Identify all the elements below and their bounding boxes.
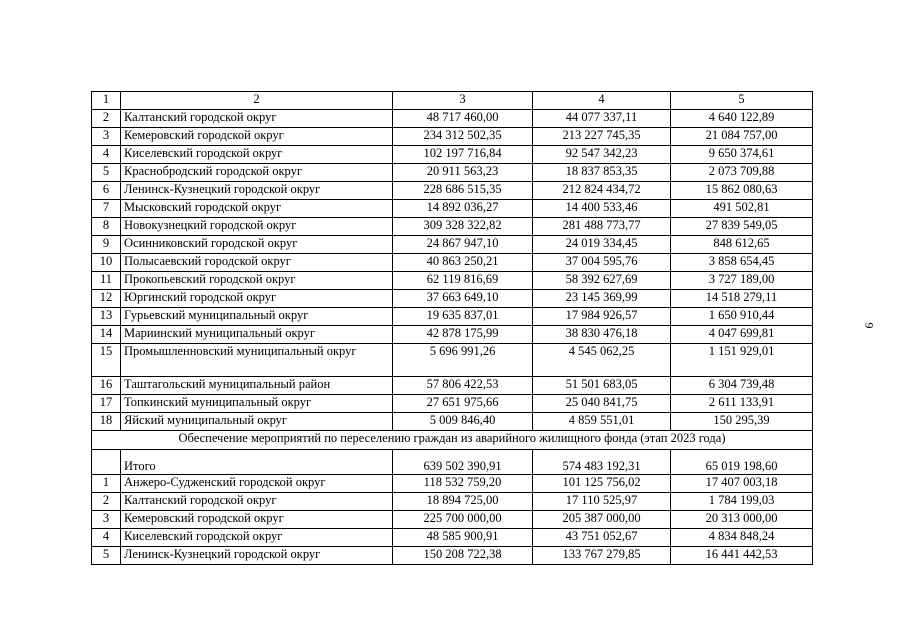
- amount-regional: 1 650 910,44: [671, 308, 813, 326]
- municipality-name: Прокопьевский городской округ: [121, 272, 393, 290]
- municipality-name: Анжеро-Судженский городской округ: [121, 475, 393, 493]
- amount-federal: 38 830 476,18: [533, 326, 671, 344]
- table-row: [92, 547, 813, 565]
- amount-total: 118 532 759,20: [393, 475, 533, 493]
- amount-regional: 21 084 757,00: [671, 128, 813, 146]
- row-number: 3: [92, 128, 121, 146]
- amount-total: 150 208 722,38: [393, 547, 533, 565]
- table-row: [92, 146, 813, 164]
- amount-federal: 4 545 062,25: [533, 344, 671, 377]
- amount-total: 19 635 837,01: [393, 308, 533, 326]
- row-number: 3: [92, 511, 121, 529]
- amount-total: 5 009 846,40: [393, 413, 533, 431]
- municipality-name: Кемеровский городской округ: [121, 128, 393, 146]
- amount-federal: 17 984 926,57: [533, 308, 671, 326]
- table-row: [92, 110, 813, 128]
- table-row: [92, 475, 813, 493]
- amount-total: 18 894 725,00: [393, 493, 533, 511]
- amount-federal: 44 077 337,11: [533, 110, 671, 128]
- municipality-name: Калтанский городской округ: [121, 110, 393, 128]
- amount-total: 42 878 175,99: [393, 326, 533, 344]
- row-number: 9: [92, 236, 121, 254]
- amount-regional: 14 518 279,11: [671, 290, 813, 308]
- column-header-3: 3: [393, 92, 533, 110]
- amount-total: 48 717 460,00: [393, 110, 533, 128]
- amount-total: 48 585 900,91: [393, 529, 533, 547]
- municipality-name: Новокузнецкий городской округ: [121, 218, 393, 236]
- amount-federal: 205 387 000,00: [533, 511, 671, 529]
- amount-regional: 1 151 929,01: [671, 344, 813, 377]
- amount-regional: 20 313 000,00: [671, 511, 813, 529]
- table-row: [92, 254, 813, 272]
- column-header-4: 4: [533, 92, 671, 110]
- column-header-5: 5: [671, 92, 813, 110]
- row-number: 2: [92, 110, 121, 128]
- allocation-table: [91, 91, 813, 565]
- municipality-name: Киселевский городской округ: [121, 529, 393, 547]
- amount-total: 40 863 250,21: [393, 254, 533, 272]
- amount-regional: 17 407 003,18: [671, 475, 813, 493]
- row-number: 5: [92, 164, 121, 182]
- row-number: 12: [92, 290, 121, 308]
- amount-federal: 574 483 192,31: [533, 450, 671, 475]
- amount-federal: 14 400 533,46: [533, 200, 671, 218]
- amount-regional: 2 073 709,88: [671, 164, 813, 182]
- amount-federal: 4 859 551,01: [533, 413, 671, 431]
- table-row: [92, 308, 813, 326]
- amount-total: 102 197 716,84: [393, 146, 533, 164]
- municipality-name: Мысковский городской округ: [121, 200, 393, 218]
- amount-federal: 133 767 279,85: [533, 547, 671, 565]
- table-row: [92, 200, 813, 218]
- amount-total: 37 663 649,10: [393, 290, 533, 308]
- row-number: 8: [92, 218, 121, 236]
- amount-total: 20 911 563,23: [393, 164, 533, 182]
- amount-federal: 212 824 434,72: [533, 182, 671, 200]
- amount-federal: 281 488 773,77: [533, 218, 671, 236]
- table-row: [92, 236, 813, 254]
- section-title: Обеспечение мероприятий по переселению граждан из аварийного жилищного фонда (этап 2023 года): [92, 431, 813, 450]
- table-row: [92, 395, 813, 413]
- table-row: [92, 529, 813, 547]
- amount-regional: 6 304 739,48: [671, 377, 813, 395]
- amount-total: 62 119 816,69: [393, 272, 533, 290]
- amount-total: 309 328 322,82: [393, 218, 533, 236]
- amount-total: 225 700 000,00: [393, 511, 533, 529]
- amount-regional: 491 502,81: [671, 200, 813, 218]
- amount-federal: 37 004 595,76: [533, 254, 671, 272]
- amount-federal: 58 392 627,69: [533, 272, 671, 290]
- amount-total: 639 502 390,91: [393, 450, 533, 475]
- amount-regional: 4 047 699,81: [671, 326, 813, 344]
- municipality-name: Гурьевский муниципальный округ: [121, 308, 393, 326]
- amount-regional: 2 611 133,91: [671, 395, 813, 413]
- row-number: [92, 450, 121, 475]
- row-number: 4: [92, 146, 121, 164]
- municipality-name: Ленинск-Кузнецкий городской округ: [121, 547, 393, 565]
- amount-regional: 9 650 374,61: [671, 146, 813, 164]
- total-row: [92, 450, 813, 475]
- table-row: [92, 511, 813, 529]
- amount-regional: 4 640 122,89: [671, 110, 813, 128]
- amount-total: 14 892 036,27: [393, 200, 533, 218]
- table-row: [92, 493, 813, 511]
- amount-total: 234 312 502,35: [393, 128, 533, 146]
- amount-regional: 1 784 199,03: [671, 493, 813, 511]
- table-row: [92, 344, 813, 377]
- amount-regional: 15 862 080,63: [671, 182, 813, 200]
- row-number: 14: [92, 326, 121, 344]
- municipality-name: Топкинский муниципальный округ: [121, 395, 393, 413]
- municipality-name: Мариинский муниципальный округ: [121, 326, 393, 344]
- row-number: 2: [92, 493, 121, 511]
- amount-federal: 18 837 853,35: [533, 164, 671, 182]
- table-row: [92, 182, 813, 200]
- amount-federal: 17 110 525,97: [533, 493, 671, 511]
- table-row: [92, 377, 813, 395]
- row-number: 16: [92, 377, 121, 395]
- municipality-name: Калтанский городской округ: [121, 493, 393, 511]
- table-row: [92, 164, 813, 182]
- amount-total: 57 806 422,53: [393, 377, 533, 395]
- column-header-1: 1: [92, 92, 121, 110]
- column-header-2: 2: [121, 92, 393, 110]
- municipality-name: Осинниковский городской округ: [121, 236, 393, 254]
- municipality-name: Яйский муниципальный округ: [121, 413, 393, 431]
- table-row: [92, 128, 813, 146]
- row-number: 11: [92, 272, 121, 290]
- row-number: 4: [92, 529, 121, 547]
- amount-total: 5 696 991,26: [393, 344, 533, 377]
- amount-regional: 16 441 442,53: [671, 547, 813, 565]
- amount-federal: 92 547 342,23: [533, 146, 671, 164]
- page-number: 9: [862, 322, 877, 329]
- municipality-name: Кемеровский городской округ: [121, 511, 393, 529]
- amount-federal: 213 227 745,35: [533, 128, 671, 146]
- amount-federal: 51 501 683,05: [533, 377, 671, 395]
- amount-total: 228 686 515,35: [393, 182, 533, 200]
- municipality-name: Юргинский городской округ: [121, 290, 393, 308]
- amount-regional: 848 612,65: [671, 236, 813, 254]
- municipality-name: Краснобродский городской округ: [121, 164, 393, 182]
- amount-regional: 150 295,39: [671, 413, 813, 431]
- municipality-name: Киселевский городской округ: [121, 146, 393, 164]
- row-number: 7: [92, 200, 121, 218]
- table-row: [92, 290, 813, 308]
- municipality-name: Таштагольский муниципальный район: [121, 377, 393, 395]
- row-number: 18: [92, 413, 121, 431]
- row-number: 13: [92, 308, 121, 326]
- row-number: 10: [92, 254, 121, 272]
- amount-regional: 4 834 848,24: [671, 529, 813, 547]
- municipality-name: Промышленновский муниципальный округ: [121, 344, 393, 377]
- row-number: 17: [92, 395, 121, 413]
- amount-regional: 65 019 198,60: [671, 450, 813, 475]
- amount-regional: 27 839 549,05: [671, 218, 813, 236]
- amount-federal: 23 145 369,99: [533, 290, 671, 308]
- municipality-name: Полысаевский городской округ: [121, 254, 393, 272]
- amount-federal: 25 040 841,75: [533, 395, 671, 413]
- amount-total: 27 651 975,66: [393, 395, 533, 413]
- table-row: [92, 218, 813, 236]
- amount-federal: 24 019 334,45: [533, 236, 671, 254]
- column-number-row: [92, 92, 813, 110]
- amount-regional: 3 727 189,00: [671, 272, 813, 290]
- municipality-name: Ленинск-Кузнецкий городской округ: [121, 182, 393, 200]
- amount-federal: 43 751 052,67: [533, 529, 671, 547]
- table-row: [92, 272, 813, 290]
- row-number: 6: [92, 182, 121, 200]
- amount-total: 24 867 947,10: [393, 236, 533, 254]
- row-number: 1: [92, 475, 121, 493]
- section-row: [92, 431, 813, 450]
- row-number: 5: [92, 547, 121, 565]
- amount-regional: 3 858 654,45: [671, 254, 813, 272]
- row-number: 15: [92, 344, 121, 377]
- amount-federal: 101 125 756,02: [533, 475, 671, 493]
- table-row: [92, 326, 813, 344]
- municipality-name: Итого: [121, 450, 393, 475]
- table-row: [92, 413, 813, 431]
